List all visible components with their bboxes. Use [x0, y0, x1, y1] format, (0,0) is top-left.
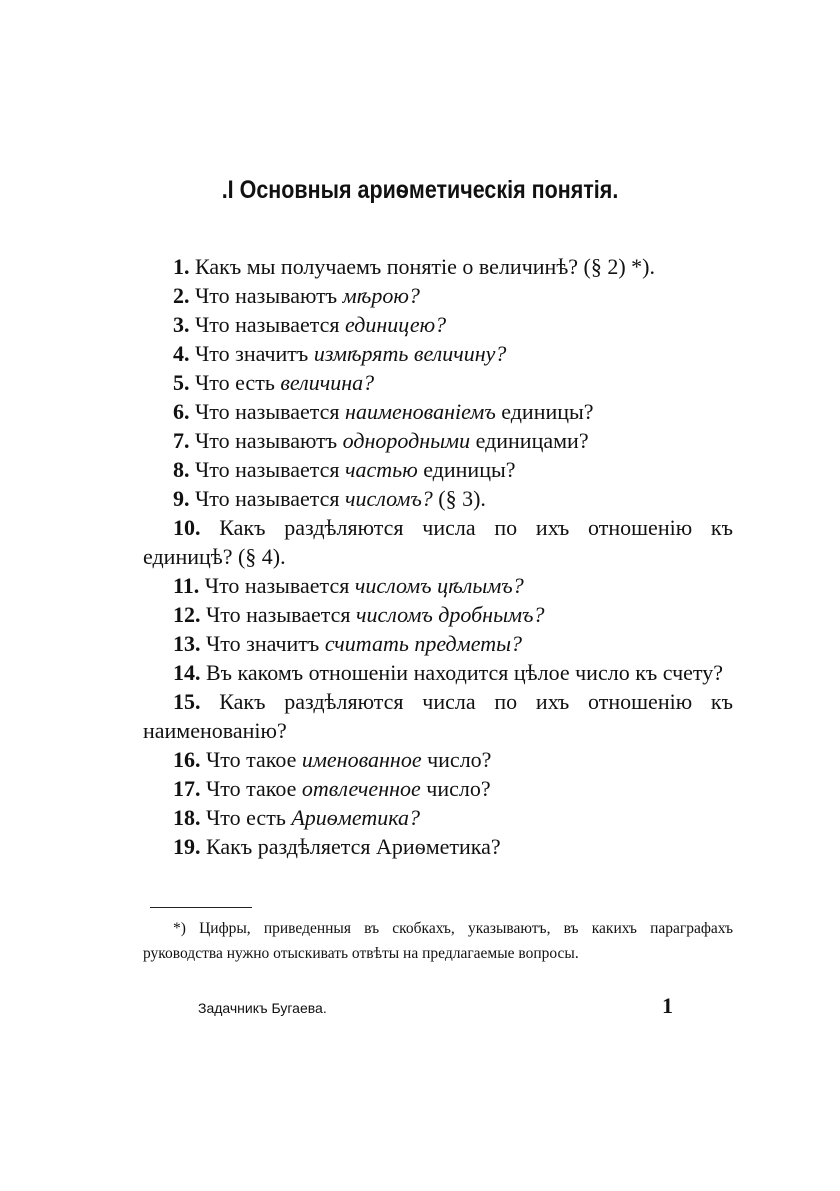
question-number: 4. — [173, 341, 190, 366]
question-number: 6. — [173, 399, 190, 424]
question-text: Что называютъ — [189, 283, 343, 308]
question-term: числомъ? — [345, 486, 433, 511]
question-text: Что есть — [200, 805, 292, 830]
question-text: Въ какомъ отношеніи находится цѣлое число къ счету? — [200, 660, 723, 685]
question-term: отвлеченное — [301, 776, 421, 801]
question-number: 17. — [173, 776, 201, 801]
question-item — [143, 484, 733, 513]
question-number: 1. — [173, 254, 190, 279]
question-item — [143, 397, 733, 426]
question-item — [143, 745, 733, 774]
question-item — [143, 832, 733, 861]
question-number: 15. — [173, 689, 201, 714]
question-text: (§ 3). — [432, 486, 486, 511]
question-number: 7. — [173, 428, 190, 453]
question-text: Какъ раздѣляются числа по ихъ отношенію къ единицѣ? (§ 4). — [143, 515, 733, 569]
question-text: Что называется — [189, 457, 346, 482]
question-item — [143, 281, 733, 310]
question-item — [143, 774, 733, 803]
footnote-divider — [150, 907, 252, 908]
question-item — [143, 339, 733, 368]
section-heading: .I Основныя ариѳметическія понятія. — [221, 176, 619, 204]
question-term: именованное — [301, 747, 422, 772]
question-term: мѣрою? — [342, 283, 420, 308]
question-item — [143, 803, 733, 832]
question-item — [143, 658, 733, 687]
question-number: 13. — [173, 631, 201, 656]
question-item — [143, 687, 733, 745]
question-number: 10. — [173, 515, 201, 540]
question-text: единицы? — [417, 457, 516, 482]
question-text: Что называется — [189, 399, 346, 424]
question-number: 16. — [173, 747, 201, 772]
question-text: число? — [420, 776, 491, 801]
question-text: Что называется — [199, 573, 355, 598]
question-term: величина? — [280, 370, 375, 395]
question-number: 12. — [173, 602, 201, 627]
question-term: единицею? — [345, 312, 447, 337]
question-term: Ариѳметика? — [291, 805, 420, 830]
question-item — [143, 310, 733, 339]
question-text: Что называютъ — [189, 428, 343, 453]
page-number: 1 — [662, 993, 673, 1018]
question-text: Что такое — [200, 776, 302, 801]
question-term: наименованіемъ — [345, 399, 496, 424]
question-text: Какъ раздѣляются числа по ихъ отношенію къ наименованію? — [143, 689, 733, 743]
question-number: 19. — [173, 834, 201, 859]
question-text: единицы? — [495, 399, 594, 424]
question-term: считать предметы? — [324, 631, 522, 656]
question-item — [143, 571, 733, 600]
question-text: Что называется — [189, 486, 346, 511]
question-text: единицами? — [470, 428, 589, 453]
question-number: 14. — [173, 660, 201, 685]
question-item — [143, 426, 733, 455]
question-term: числомъ дробнымъ? — [356, 602, 545, 627]
question-term: измѣрять величину? — [313, 341, 507, 366]
question-number: 5. — [173, 370, 190, 395]
question-item — [143, 513, 733, 571]
question-text: Что называется — [189, 312, 346, 337]
question-item — [143, 455, 733, 484]
question-text: Какъ раздѣляется Ариѳметика? — [200, 834, 501, 859]
question-number: 2. — [173, 283, 190, 308]
question-number: 9. — [173, 486, 190, 511]
question-term: числомъ цѣлымъ? — [354, 573, 524, 598]
question-item — [143, 629, 733, 658]
question-item — [143, 252, 733, 281]
question-text: число? — [421, 747, 492, 772]
question-number: 8. — [173, 457, 190, 482]
question-term: частью — [345, 457, 418, 482]
question-number: 3. — [173, 312, 190, 337]
question-text: Какъ мы получаемъ понятіе о величинѣ? (§ 2) *). — [189, 254, 656, 279]
footnote: *) Цифры, приведенныя въ скобкахъ, указываютъ, въ какихъ параграфахъ руководства нужно отыскивать отвѣты на предлагаемые вопросы. — [143, 920, 733, 962]
question-text: Что есть — [189, 370, 281, 395]
question-text: Что значитъ — [200, 631, 325, 656]
question-text: Что такое — [200, 747, 302, 772]
question-number: 18. — [173, 805, 201, 830]
book-signature: Задачникъ Бугаева. — [198, 1000, 327, 1016]
question-number: 11. — [173, 573, 200, 598]
question-text: Что называется — [200, 602, 357, 627]
question-list — [143, 252, 733, 861]
question-item — [143, 600, 733, 629]
question-item — [143, 368, 733, 397]
question-text: Что значитъ — [189, 341, 314, 366]
question-term: однородными — [342, 428, 471, 453]
